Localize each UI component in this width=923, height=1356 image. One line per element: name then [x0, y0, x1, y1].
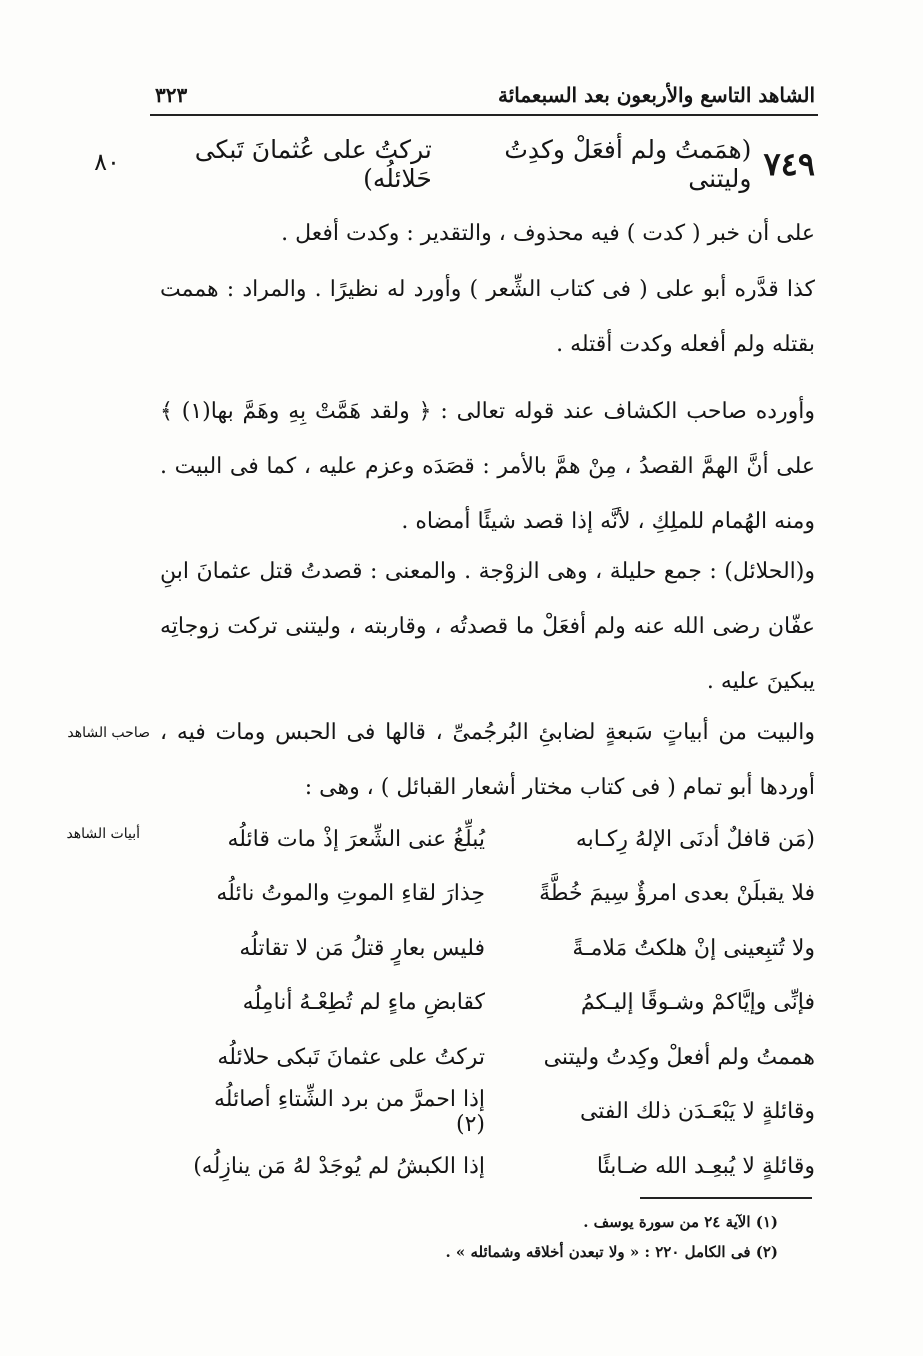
footnote-rule — [640, 1197, 812, 1199]
poem-hemistich-1: هممتُ ولم أفعلْ وكِدتُ وليتنى — [543, 1044, 815, 1070]
poem-hemistich-1: (مَن قافلٌ أدنَى الإلهُ رِكـابه — [575, 826, 815, 852]
side-note-author: صاحب الشاهد — [67, 725, 150, 741]
poem-hemistich-1: فإنِّى وإيَّاكمْ وشـوقًا إليـكمُ — [580, 990, 815, 1016]
commentary-paragraph: و(الحلائل) : جمع حليلة ، وهى الزوْجة . والمعنى : قصدتُ قتل عثمانَ ابنِ عفّان رضى الله عنه ولم أفعَلْ ما قصدتُه ، وقاربته ، وليتنى تركت زوجاتِه يبكينَ عليه . — [160, 559, 815, 694]
poem-hemistich-1: وقائلةٍ لا يُبعِـد الله ضـابئًا — [596, 1153, 815, 1179]
side-note-verses: أبيات الشاهد — [66, 826, 140, 842]
poem-hemistich-2: تركتُ على عثمانَ تَبكى حلائلُه — [217, 1044, 485, 1070]
commentary-paragraph: وأورده صاحب الكشاف عند قوله تعالى : ﴿ ولقد هَمَّتْ بِهِ وهَمَّ بها(١) ﴾ على أنَّ الهمَّ القصدُ ، مِنْ همَّ بالأمر : قصَدَه وعزم عليه ، كما فى البيت . ومنه الهُمام للملِكِ ، لأنَّه إذا قصد شيئًا أمضاه . — [160, 399, 816, 534]
poem-line — [160, 867, 815, 922]
poem — [160, 812, 815, 1194]
poem-hemistich-2: إذا احمرَّ من برد الشِّتاءِ أصائلُه (٢) — [214, 1086, 485, 1137]
commentary-paragraph: كذا قدَّره أبو على ( فى كتاب الشِّعر ) وأورد له نظيرًا . والمراد : هممت بقتله ولم أفعله وكدت أقتله . — [160, 277, 815, 357]
poem-line — [160, 1139, 815, 1194]
footnote: (٢) فى الكامل ٢٢٠ : « ولا تبعدن أخلاقه وشمائله » . — [445, 1243, 778, 1261]
poem-line — [160, 976, 815, 1031]
poem-hemistich-1: ولا تُتبِعينى إنْ هلكتُ مَلامـةً — [572, 935, 815, 961]
poem-line — [160, 812, 815, 867]
poem-hemistich-1: وقائلةٍ لا يَبْعَـدَن ذلك الفتى — [579, 1099, 815, 1125]
poem-hemistich-2: فليس بعارٍ قتلُ مَن لا تقاتلُه — [239, 935, 485, 961]
poem-hemistich-2: كقابضِ ماءٍ لم تُطِعْـهُ أنامِلُه — [242, 990, 485, 1016]
verse-hemistich-2: تركتُ على عُثمانَ تَبكى حَلائلُه) — [194, 135, 432, 193]
header-rule — [150, 114, 818, 116]
verse-number: ٧٤٩ — [763, 145, 815, 183]
margin-number: ٨٠ — [94, 148, 120, 176]
running-header — [155, 78, 815, 112]
main-verse — [160, 135, 815, 193]
poem-line — [160, 1085, 815, 1140]
header-title: الشاهد التاسع والأربعون بعد السبعمائة — [497, 83, 815, 107]
poem-hemistich-1: فلا يقبلَنْ بعدى امرؤٌ سِيمَ خُطَّةً — [539, 881, 815, 907]
footnotes — [360, 1207, 778, 1267]
commentary-paragraph: على أن خبر ( كدت ) فيه محذوف ، والتقدير : وكدت أفعل . — [281, 221, 815, 246]
poem-hemistich-2: يُبلِّغُ عنى الشِّعرَ إذْ مات قائلُه — [227, 826, 485, 852]
poem-line — [160, 921, 815, 976]
poem-line — [160, 1030, 815, 1085]
verse-hemistich-1: (همَمتُ ولم أفعَلْ وكدِتُ وليتنى — [504, 135, 752, 193]
poem-hemistich-2: حِذارَ لقاءِ الموتِ والموتُ نائلُه — [216, 881, 485, 907]
footnote: (١) الآية ٢٤ من سورة يوسف . — [583, 1213, 778, 1231]
poem-hemistich-2: إذا الكبشُ لم يُوجَدْ لهُ مَن ينازِلُه) — [193, 1153, 485, 1179]
page-number: ٣٢٣ — [155, 83, 188, 107]
commentary-paragraph: والبيت من أبياتٍ سَبعةٍ لضابئِ البُرجُمىِّ ، قالها فى الحبس ومات فيه ، أوردها أبو تمام ( فى كتاب مختار أشعار القبائل ) ، وهى : — [160, 720, 815, 800]
